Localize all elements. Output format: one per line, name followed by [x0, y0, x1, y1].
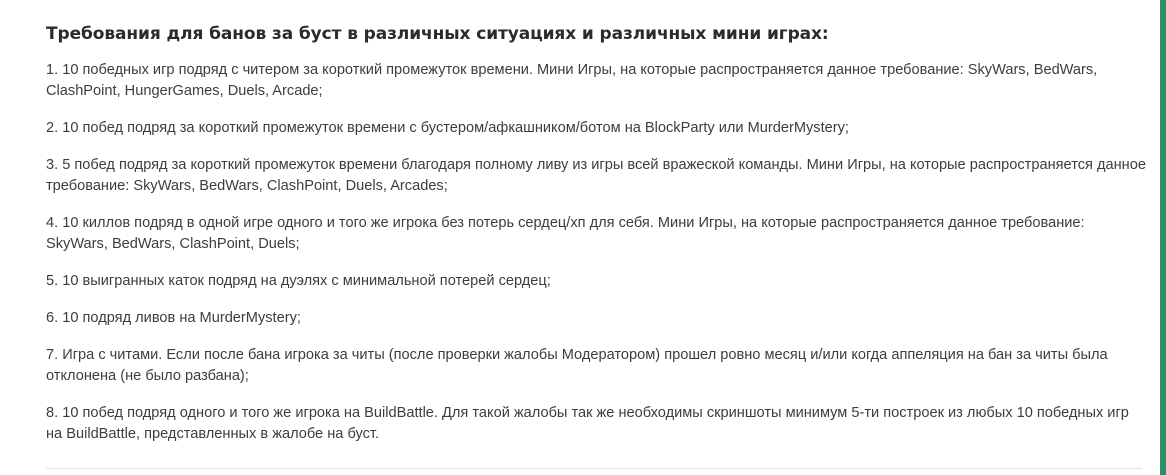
page-scrollbar[interactable]: [1160, 0, 1166, 475]
rules-list: [46, 60, 1146, 445]
content-divider: [46, 468, 1142, 469]
rule-item-7: 7. Игра с читами. Если после бана игрока за читы (после проверки жалобы Модератором) прошел ровно месяц и/или когда аппеляция на бан за читы была отклонена (не было разбана);: [46, 347, 1108, 384]
rule-item-3: 3. 5 побед подряд за короткий промежуток времени благодаря полному ливу из игры всей вражеской команды. Мини Игры, на которые распространяется данное требование: SkyWars, BedWars, ClashPoint, Duels, Arcades;: [46, 157, 1146, 194]
rule-item-4: 4. 10 киллов подряд в одной игре одного и того же игрока без потерь сердец/хп для себя. Мини Игры, на которые распространяется данное требование: SkyWars, BedWars, ClashPoint, Duels;: [46, 215, 1085, 252]
post-content: [46, 22, 1146, 461]
rule-item-1: 1. 10 победных игр подряд с читером за короткий промежуток времени. Мини Игры, на которые распространяется данное требование: SkyWars, BedWars, ClashPoint, HungerGames, Duels, Arcade;: [46, 62, 1098, 99]
section-heading: Требования для банов за буст в различных ситуациях и различных мини играх:: [46, 24, 829, 44]
rule-item-6: 6. 10 подряд ливов на MurderMystery;: [46, 310, 301, 326]
rule-item-2: 2. 10 побед подряд за короткий промежуток времени с бустером/афкашником/ботом на BlockParty или MurderMystery;: [46, 120, 849, 136]
rule-item-5: 5. 10 выигранных каток подряд на дуэлях с минимальной потерей сердец;: [46, 273, 551, 289]
rule-item-8: 8. 10 побед подряд одного и того же игрока на BuildBattle. Для такой жалобы так же необходимы скриншоты минимум 5-ти построек из любых 10 победных игр на BuildBattle, представленных в жалобе на буст.: [46, 405, 1129, 442]
